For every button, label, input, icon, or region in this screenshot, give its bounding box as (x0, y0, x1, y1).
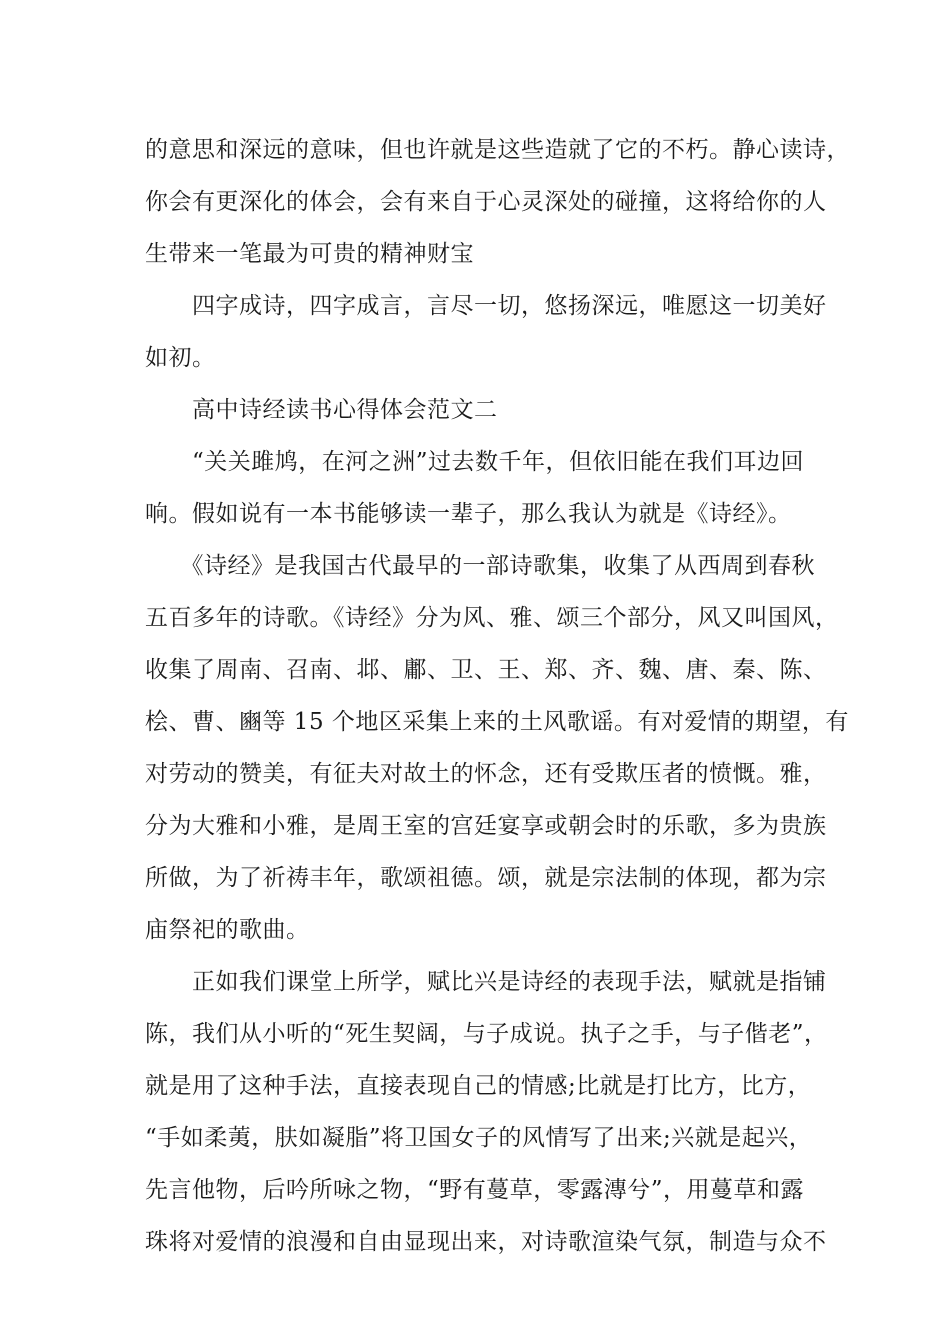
text-line-10: 五百多年的诗歌。《诗经》分为风、雅、颂三个部分，风又叫国风， (145, 605, 839, 631)
section-heading: 高中诗经读书心得体会范文二 (145, 397, 498, 423)
text-line-1: 的意思和深远的意味，但也许就是这些造就了它的不朽。静心读诗， (145, 137, 850, 163)
text-line-3: 生带来一笔最为可贵的精神财宝 (145, 241, 474, 267)
text-line-14: 分为大雅和小雅，是周王室的宫廷宴享或朝会时的乐歌，多为贵族 (145, 813, 827, 839)
text-line-2: 你会有更深化的体会，会有来自于心灵深处的碰撞，这将给你的人 (145, 189, 827, 215)
text-line-22: 珠将对爱情的浪漫和自由显现出来，对诗歌渲染气氛，制造与众不 (145, 1229, 827, 1255)
text-line-16: 庙祭祀的歌曲。 (145, 917, 310, 943)
text-line-7: “关关雎鸠，在河之洲”过去数千年，但依旧能在我们耳边回 (145, 449, 805, 475)
text-line-11: 收集了周南、召南、邶、鄘、卫、王、郑、齐、魏、唐、秦、陈、 (145, 657, 827, 683)
text-line-8: 响。假如说有一本书能够读一辈子，那么我认为就是《诗经》。 (145, 501, 792, 527)
text-line-18: 陈，我们从小听的“死生契阔，与子成说。执子之手，与子偕老”， (145, 1021, 828, 1047)
text-line-20: “手如柔荑，肤如凝脂”将卫国女子的风情写了出来;兴就是起兴， (145, 1125, 813, 1151)
text-line-19: 就是用了这种手法，直接表现自己的情感;比就是打比方，比方， (145, 1073, 812, 1099)
text-line-5: 如初。 (145, 345, 216, 371)
text-line-13: 对劳动的赞美，有征夫对故土的怀念，还有受欺压者的愤慨。雅， (145, 761, 827, 787)
text-line-9: 《诗经》是我国古代最早的一部诗歌集，收集了从西周到春秋 (145, 553, 815, 579)
text-line-15: 所做，为了祈祷丰年，歌颂祖德。颂，就是宗法制的体现，都为宗 (145, 865, 827, 891)
text-line-21: 先言他物，后吟所咏之物，“野有蔓草，零露漙兮”，用蔓草和露 (145, 1177, 805, 1203)
text-line-4: 四字成诗，四字成言，言尽一切，悠扬深远，唯愿这一切美好 (145, 293, 827, 319)
text-line-12: 桧、曹、豳等 15 个地区采集上来的土风歌谣。有对爱情的期望，有 (145, 709, 849, 735)
text-line-17: 正如我们课堂上所学，赋比兴是诗经的表现手法，赋就是指铺 (145, 969, 827, 995)
